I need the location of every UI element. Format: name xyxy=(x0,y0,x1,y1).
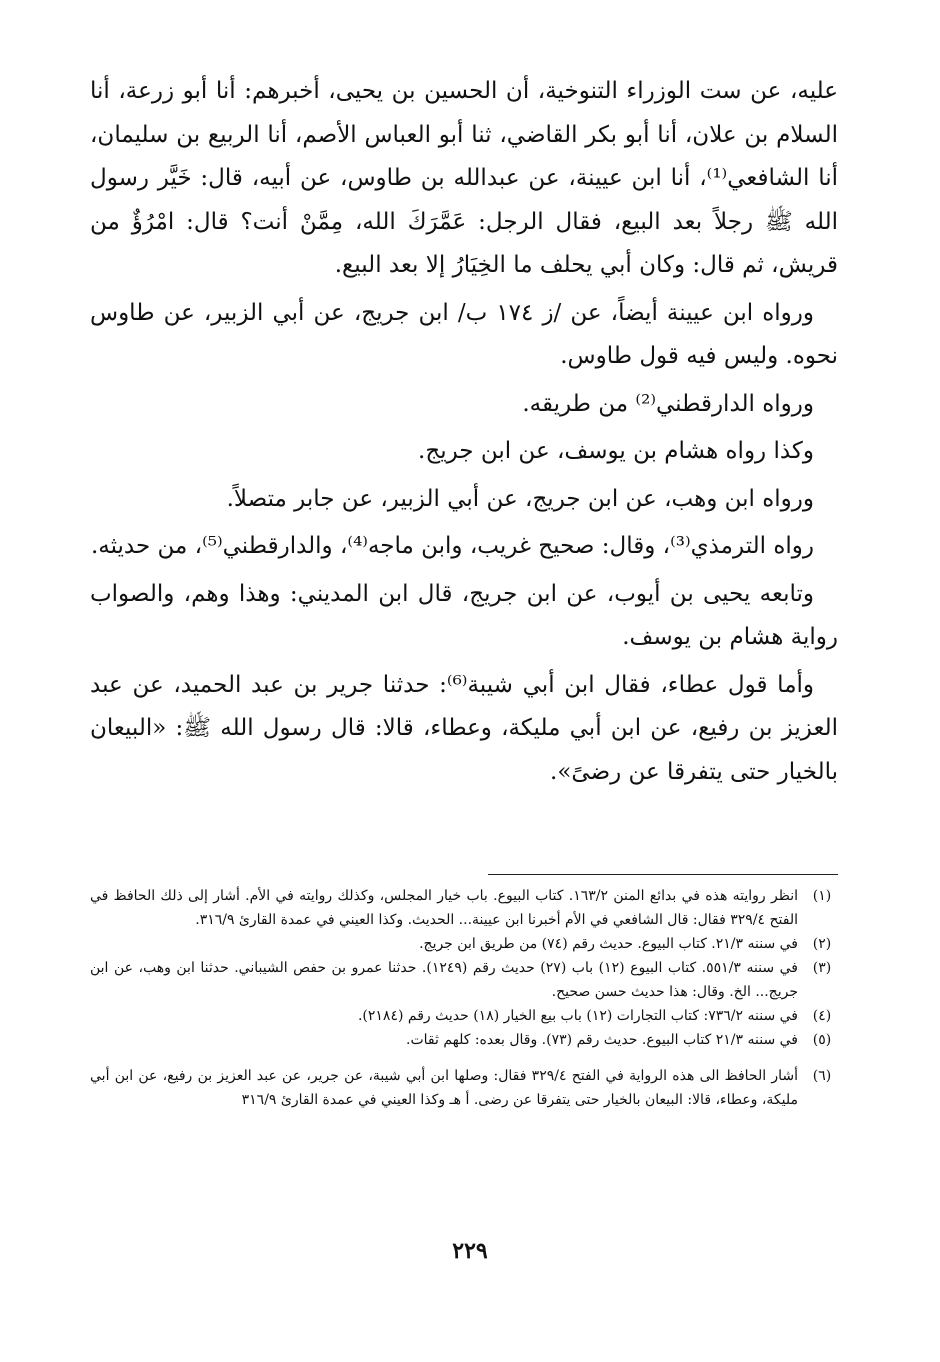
paragraph-6: رواه الترمذي⁽³⁾، وقال: صحيح غريب، وابن ماجه⁽⁴⁾، والدارقطني⁽⁵⁾، من حديثه. xyxy=(90,533,814,559)
paragraph-1: عليه، عن ست الوزراء التنوخية، أن الحسين بن يحيى، أخبرهم: أنا أبو زرعة، أنا السلام بن علان، أنا أبو بكر القاضي، ثنا أبو العباس الأصم، أنا الربيع بن سليمان، أنا الشافعي⁽¹⁾، أنا ابن عيينة، عن عبدالله بن طاوس، عن أبيه، قال: خَيَّر رسول الله ﷺ رجلاً بعد البيع، فقال الرجل: عَمَّرَكَ الله، مِمَّنْ أنت؟ قال: امْرُؤٌ من قريش، ثم قال: وكان أبي يحلف ما الخِيَارُ إلا بعد البيع. xyxy=(90,78,838,278)
footnote-1 xyxy=(90,884,838,932)
footnote-separator xyxy=(488,874,838,875)
footnote-text: في سننه ٢١/٣ كتاب البيوع. حديث رقم (٧٣). وقال بعده: كلهم ثقات. xyxy=(406,1032,798,1048)
paragraph-8: وأما قول عطاء، فقال ابن أبي شيبة⁽⁶⁾: حدثنا جرير بن عبد الحميد، عن عبد العزيز بن رفيع، عن ابن أبي مليكة، وعطاء، قالا: قال رسول الله ﷺ: «البيعان بالخيار حتى يتفرقا عن رضىً». xyxy=(90,671,838,785)
footnote-number: (٥) xyxy=(812,1032,832,1048)
footnote-4 xyxy=(90,1004,838,1028)
footnote-text: في سننه ٥٥١/٣. كتاب البيوع (١٢) باب (٢٧) حديث رقم (١٢٤٩). حدثنا عمرو بن حفص الشيباني. حدثنا ابن وهب، عن ابن جريج... الخ. وقال: هذا حديث حسن صحيح. xyxy=(90,960,799,1000)
footnote-2 xyxy=(90,932,838,956)
footnote-number: (٣) xyxy=(812,960,832,976)
paragraph-5: ورواه ابن وهب، عن ابن جريج، عن أبي الزبير، عن جابر متصلاً. xyxy=(226,485,814,512)
paragraph-4: وكذا رواه هشام بن يوسف، عن ابن جريج. xyxy=(418,438,814,464)
footnote-text: في سننه ٢١/٣. كتاب البيوع. حديث رقم (٧٤) من طريق ابن جريج. xyxy=(419,936,798,952)
footnote-5 xyxy=(90,1028,838,1052)
footnote-text: أشار الحافظ الى هذه الرواية في الفتح ٣٢٩/٤ فقال: وصلها ابن أبي شيبة، عن جرير، عن عبد العزيز بن رفيع، عن ابن أبي مليكة، وعطاء، قالا: البيعان بالخيار حتى يتفرقا عن رضى. أ هـ وكذا العيني في عمدة القارئ ٣١٦/٩ xyxy=(90,1068,799,1108)
paragraph-3: ورواه الدارقطني⁽²⁾ من طريقه. xyxy=(522,390,814,417)
footnotes xyxy=(90,884,838,1112)
footnote-number: (٦) xyxy=(812,1068,832,1084)
footnote-number: (١) xyxy=(812,888,832,904)
footnote-3 xyxy=(90,956,838,1004)
footnote-text: انظر روايته هذه في بدائع المنن ١٦٣/٢. كتاب البيوع. باب خيار المجلس، وكذلك روايته في الأم. أشار إلى ذلك الحافظ في الفتح ٣٢٩/٤ فقال: قال الشافعي في الأم أخبرنا ابن عيينة... الحديث. وكذا العيني في عمدة القارئ ٣١٦/٩. xyxy=(90,888,798,928)
paragraph-7: وتابعه يحيى بن أيوب، عن ابن جريج، قال ابن المديني: وهذا وهم، والصواب رواية هشام بن يوسف. xyxy=(90,580,838,650)
footnote-6 xyxy=(90,1064,838,1112)
paragraph-2: ورواه ابن عيينة أيضاً، عن /ز ١٧٤ ب/ ابن جريج، عن أبي الزبير، عن طاوس نحوه. وليس فيه قول طاوس. xyxy=(90,299,838,369)
footnote-text: في سننه ٧٣٦/٢: كتاب التجارات (١٢) باب بيع الخيار (١٨) حديث رقم (٢١٨٤). xyxy=(357,1008,798,1024)
page-number: ٢٢٩ xyxy=(452,1238,488,1264)
footnote-number: (٤) xyxy=(812,1008,832,1024)
main-text xyxy=(90,70,838,798)
footnote-number: (٢) xyxy=(812,936,832,952)
